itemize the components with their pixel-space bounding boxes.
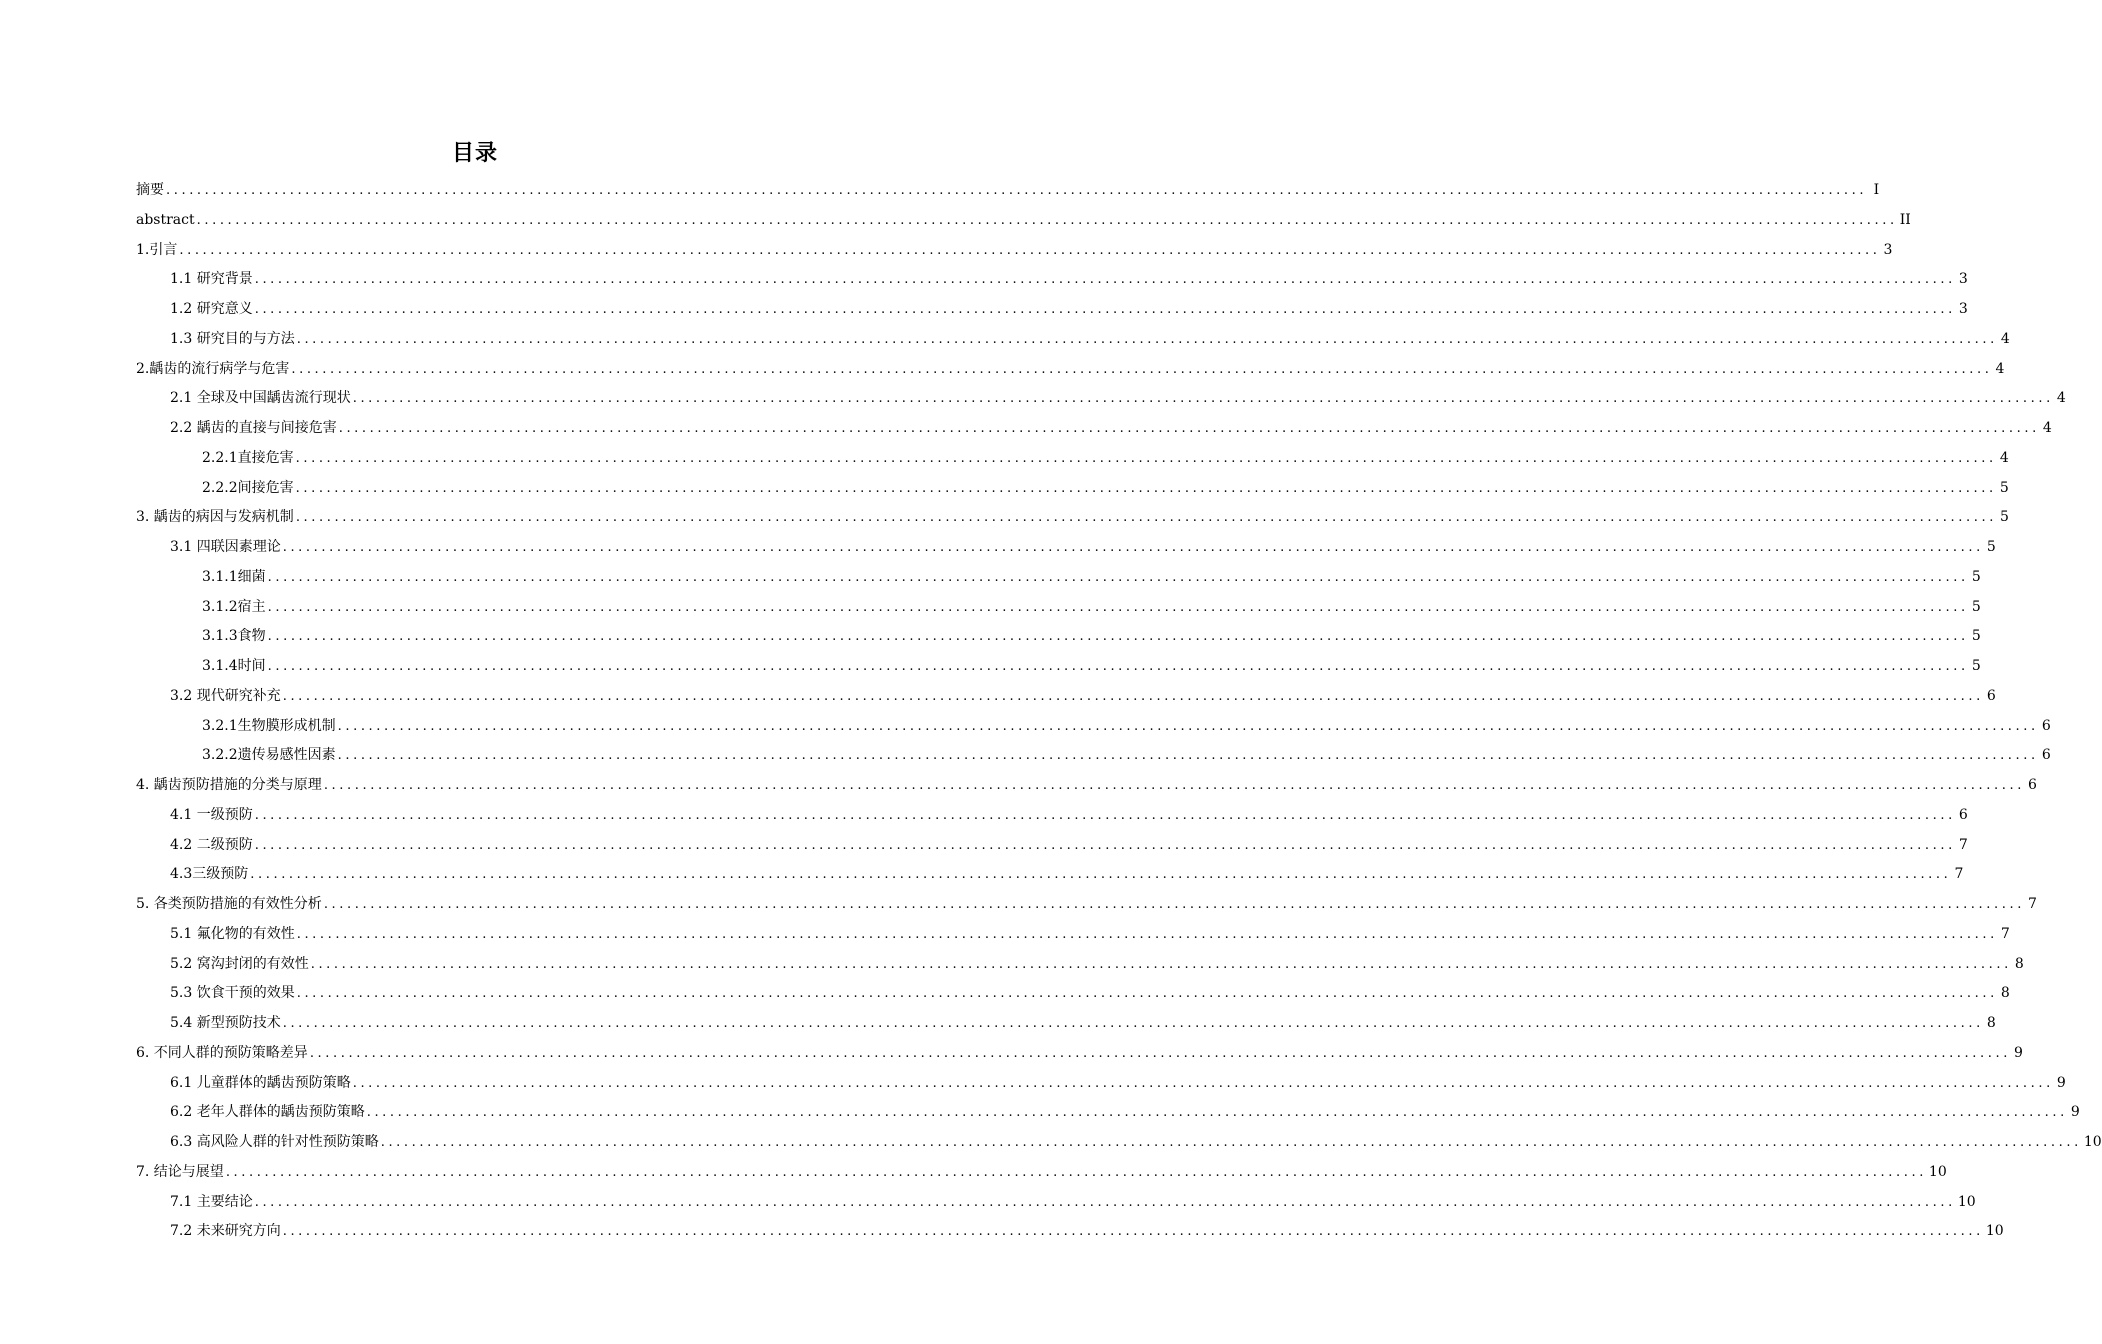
toc-entry-label: 7.2 未来研究方向	[170, 1219, 281, 1243]
toc-entry-page-number: 4	[2056, 390, 2066, 407]
toc-leader-dots: ............................................................................................................................................................................................................................	[310, 956, 2012, 972]
toc-entry[interactable]	[136, 595, 1981, 625]
toc-leader-dots: ............................................................................................................................................................................................................................	[352, 391, 2054, 407]
toc-entry-page-number: 8	[1986, 1015, 1996, 1031]
toc-leader-dots: ............................................................................................................................................................................................................................	[267, 629, 1969, 645]
toc-leader-dots: ............................................................................................................................................................................................................................	[282, 688, 1984, 704]
toc-entry-label: 3.1.3食物	[202, 624, 266, 648]
toc-entry-label: 2.2.2间接危害	[202, 476, 294, 500]
toc-entry-label: 3.2 现代研究补充	[170, 684, 281, 708]
toc-entry[interactable]	[136, 416, 2052, 446]
toc-entry-page-number: 9	[2056, 1074, 2066, 1091]
toc-entry-label: 5. 各类预防措施的有效性分析	[136, 892, 322, 916]
toc-entry[interactable]	[136, 327, 2010, 357]
toc-entry-page-number: 6	[2041, 747, 2051, 764]
toc-leader-dots: ............................................................................................................................................................................................................................	[323, 897, 2025, 912]
toc-entry[interactable]	[136, 624, 1981, 654]
toc-entry[interactable]	[136, 1190, 1976, 1220]
toc-entry-label: 1.引言	[136, 238, 177, 262]
toc-entry[interactable]	[136, 446, 2009, 476]
toc-entry[interactable]	[136, 238, 1893, 268]
toc-entry-page-number: 5	[1999, 479, 2009, 496]
toc-entry[interactable]	[136, 1071, 2066, 1101]
toc-entry[interactable]	[136, 654, 1981, 684]
toc-entry-label: 4.2 二级预防	[170, 833, 253, 857]
toc-leader-dots: ............................................................................................................................................................................................................................	[380, 1135, 2082, 1150]
toc-entry-label: 5.2 窝沟封闭的有效性	[170, 952, 309, 976]
toc-entry[interactable]	[136, 743, 2051, 773]
toc-entry-page-number: 4	[1995, 360, 2005, 377]
toc-entry-label: 3.1.2宿主	[202, 595, 266, 619]
toc-entry-page-number: 5	[1986, 539, 1996, 555]
toc-entry-page-number: 3	[1958, 271, 1968, 288]
toc-leader-dots: ............................................................................................................................................................................................................................	[254, 302, 1956, 317]
toc-leader-dots: ............................................................................................................................................................................................................................	[295, 510, 1997, 526]
toc-entry-label: 3.2.2遗传易感性因素	[202, 743, 336, 767]
toc-leader-dots: ............................................................................................................................................................................................................................	[295, 450, 1997, 466]
toc-entry-page-number: 9	[2070, 1104, 2080, 1121]
toc-entry-page-number: I	[1873, 182, 1880, 198]
toc-entry-label: abstract	[136, 208, 195, 232]
toc-leader-dots: ............................................................................................................................................................................................................................	[366, 1105, 2068, 1121]
toc-leader-dots: ............................................................................................................................................................................................................................	[296, 926, 1998, 942]
toc-leader-dots: ............................................................................................................................................................................................................................	[282, 1224, 1984, 1240]
toc-entry-label: 2.2 龋齿的直接与间接危害	[170, 416, 337, 440]
toc-entry[interactable]	[136, 1041, 2023, 1071]
toc-entry-page-number: 7	[1954, 866, 1964, 883]
toc-entry[interactable]	[136, 267, 1968, 297]
toc-entry-label: 摘要	[136, 178, 164, 202]
toc-leader-dots: ............................................................................................................................................................................................................................	[282, 1016, 1984, 1031]
toc-entry[interactable]	[136, 952, 2024, 982]
toc-entry[interactable]	[136, 981, 2010, 1011]
toc-entry-page-number: 4	[2000, 330, 2010, 347]
toc-leader-dots: ............................................................................................................................................................................................................................	[254, 837, 1956, 853]
toc-entry-label: 5.3 饮食干预的效果	[170, 981, 295, 1005]
toc-leader-dots: ............................................................................................................................................................................................................................	[166, 183, 1868, 198]
toc-entry-page-number: 10	[1985, 1223, 2004, 1240]
toc-entry-page-number: 3	[1883, 241, 1893, 258]
toc-entry[interactable]	[136, 773, 2037, 803]
toc-entry[interactable]	[136, 1100, 2080, 1130]
toc-entry-label: 7. 结论与展望	[136, 1160, 224, 1184]
toc-entry-page-number: 7	[2028, 896, 2037, 912]
toc-entry-page-number: 6	[2028, 777, 2037, 793]
toc-leader-dots: ............................................................................................................................................................................................................................	[295, 480, 1997, 496]
toc-entry-page-number: 4	[1999, 449, 2009, 466]
toc-leader-dots: ............................................................................................................................................................................................................................	[338, 421, 2040, 436]
toc-entry-label: 2.2.1直接危害	[202, 446, 294, 470]
toc-entry-page-number: 5	[1971, 598, 1981, 615]
toc-leader-dots: ............................................................................................................................................................................................................................	[267, 659, 1969, 674]
toc-entry[interactable]	[136, 862, 1964, 892]
toc-leader-dots: ............................................................................................................................................................................................................................	[254, 807, 1956, 823]
toc-leader-dots: ............................................................................................................................................................................................................................	[179, 242, 1881, 258]
toc-entry-page-number: 6	[1958, 806, 1968, 823]
toc-entry[interactable]	[136, 178, 1880, 208]
toc-entry-page-number: 5	[1971, 628, 1981, 645]
toc-leader-dots: ............................................................................................................................................................................................................................	[254, 272, 1956, 288]
toc-entry[interactable]	[136, 1130, 2102, 1160]
toc-leader-dots: ............................................................................................................................................................................................................................	[196, 212, 1898, 228]
toc-entry[interactable]	[136, 357, 2005, 387]
toc-entry-label: 3.1.4时间	[202, 654, 266, 678]
toc-entry-page-number: 6	[1986, 687, 1996, 704]
toc-entry[interactable]	[136, 922, 2010, 952]
toc-entry-page-number: 4	[2042, 420, 2052, 436]
toc-entry-label: 6.1 儿童群体的龋齿预防策略	[170, 1071, 351, 1095]
toc-entry-page-number: 8	[2014, 955, 2024, 972]
toc-entry[interactable]	[136, 892, 2037, 922]
toc-entry-page-number: 5	[1971, 658, 1981, 674]
toc-entry-label: 6.3 高风险人群的针对性预防策略	[170, 1130, 379, 1154]
toc-entry[interactable]	[136, 476, 2009, 506]
toc-entry[interactable]	[136, 833, 1968, 863]
toc-leader-dots: ............................................................................................................................................................................................................................	[267, 599, 1969, 615]
toc-entry[interactable]	[136, 386, 2066, 416]
toc-entry-page-number: 10	[1928, 1163, 1947, 1180]
toc-entry[interactable]	[136, 1219, 2004, 1249]
toc-entry[interactable]	[136, 208, 1911, 238]
toc-entry-label: 1.2 研究意义	[170, 297, 253, 321]
toc-entry-page-number: 10	[1957, 1193, 1976, 1210]
toc-leader-dots: ............................................................................................................................................................................................................................	[254, 1194, 1956, 1210]
toc-entry[interactable]	[136, 684, 1996, 714]
toc-entry-label: 3.1 四联因素理论	[170, 535, 281, 559]
toc-entry-page-number: 5	[2000, 509, 2009, 526]
toc-entry-label: 1.3 研究目的与方法	[170, 327, 295, 351]
toc-leader-dots: ............................................................................................................................................................................................................................	[337, 718, 2039, 734]
toc-entry-label: 2.1 全球及中国龋齿流行现状	[170, 386, 351, 410]
toc-entry[interactable]	[136, 803, 1968, 833]
toc-leader-dots: ............................................................................................................................................................................................................................	[250, 867, 1952, 883]
toc-entry[interactable]	[136, 1011, 1996, 1041]
toc-entry-label: 4.1 一级预防	[170, 803, 253, 827]
toc-leader-dots: ............................................................................................................................................................................................................................	[282, 540, 1984, 555]
toc-entry-page-number: 6	[2041, 717, 2051, 734]
toc-entry-label: 5.4 新型预防技术	[170, 1011, 281, 1035]
toc-entry-label: 6. 不同人群的预防策略差异	[136, 1041, 308, 1065]
toc-entry-label: 5.1 氟化物的有效性	[170, 922, 295, 946]
toc-leader-dots: ............................................................................................................................................................................................................................	[267, 569, 1969, 585]
toc-entry[interactable]	[136, 565, 1981, 595]
toc-entry-page-number: 10	[2083, 1134, 2102, 1150]
toc-leader-dots: ............................................................................................................................................................................................................................	[296, 986, 1998, 1002]
toc-entry[interactable]	[136, 714, 2051, 744]
toc-entry-page-number: 8	[2000, 985, 2010, 1002]
toc-entry-page-number: 5	[1971, 568, 1981, 585]
toc-leader-dots: ............................................................................................................................................................................................................................	[291, 361, 1993, 377]
toc-entry[interactable]	[136, 505, 2009, 535]
toc-entry-label: 1.1 研究背景	[170, 267, 253, 291]
toc-list	[136, 178, 2102, 1249]
toc-entry[interactable]	[136, 1160, 1947, 1190]
toc-entry-page-number: 7	[1958, 836, 1968, 853]
toc-entry-page-number: 7	[2000, 925, 2010, 942]
toc-entry-label: 6.2 老年人群体的龋齿预防策略	[170, 1100, 365, 1124]
toc-entry[interactable]	[136, 297, 1968, 327]
toc-leader-dots: ............................................................................................................................................................................................................................	[337, 748, 2039, 764]
toc-entry-page-number: II	[1899, 211, 1911, 228]
toc-entry-label: 3. 龋齿的病因与发病机制	[136, 505, 294, 529]
toc-entry-page-number: 9	[2014, 1044, 2023, 1061]
toc-leader-dots: ............................................................................................................................................................................................................................	[323, 778, 2025, 793]
toc-entry-label: 4.3三级预防	[170, 862, 248, 886]
toc-title: 目录	[451, 141, 498, 166]
toc-entry-label: 3.2.1生物膜形成机制	[202, 714, 336, 738]
toc-entry[interactable]	[136, 535, 1996, 565]
toc-entry-label: 4. 龋齿预防措施的分类与原理	[136, 773, 322, 797]
toc-leader-dots: ............................................................................................................................................................................................................................	[309, 1045, 2011, 1061]
toc-entry-label: 2.龋齿的流行病学与危害	[136, 357, 289, 381]
toc-entry-page-number: 3	[1958, 301, 1968, 317]
toc-leader-dots: ............................................................................................................................................................................................................................	[225, 1164, 1927, 1180]
toc-entry-label: 7.1 主要结论	[170, 1190, 253, 1214]
toc-leader-dots: ............................................................................................................................................................................................................................	[352, 1075, 2054, 1091]
toc-entry-label: 3.1.1细菌	[202, 565, 266, 589]
toc-leader-dots: ............................................................................................................................................................................................................................	[296, 331, 1998, 347]
